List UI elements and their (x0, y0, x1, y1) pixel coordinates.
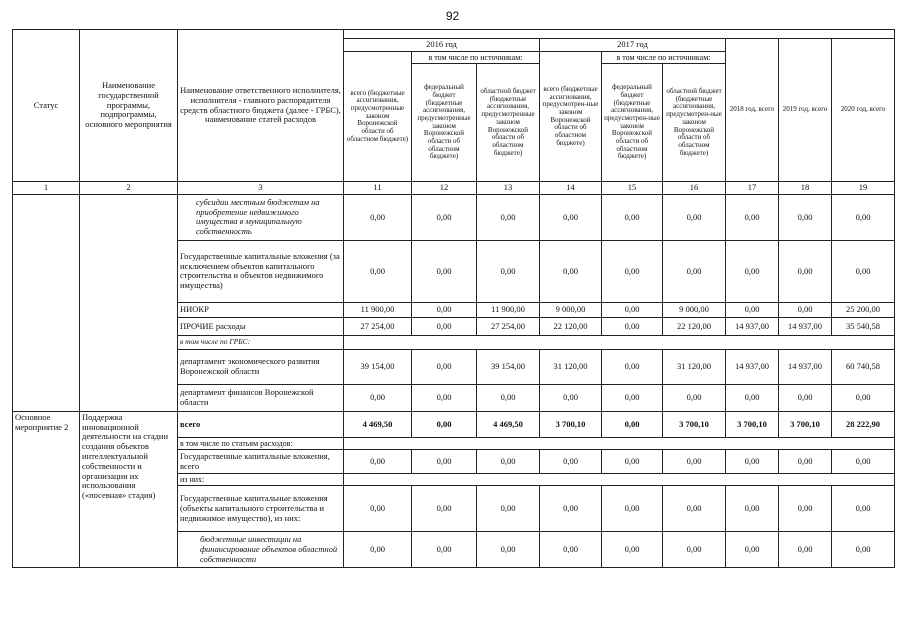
cell-value: 0,00 (726, 240, 779, 302)
program-cell-empty (80, 194, 178, 411)
cell-value: 0,00 (477, 384, 540, 411)
cell-value: 0,00 (779, 384, 832, 411)
cell-value: 4 469,50 (477, 411, 540, 437)
cell-value: 0,00 (540, 532, 602, 568)
cell-value: 3 700,10 (663, 411, 726, 437)
cell-value: 0,00 (412, 302, 477, 317)
cell-value: 0,00 (832, 384, 895, 411)
row-label: всего (178, 411, 344, 437)
cell-value: 0,00 (412, 349, 477, 384)
col-num: 3 (178, 182, 344, 195)
header-2020: 2020 год, всего (832, 39, 895, 182)
cell-value: 0,00 (832, 532, 895, 568)
cell-value: 9 000,00 (663, 302, 726, 317)
cell-value: 0,00 (477, 194, 540, 240)
empty-cells (344, 474, 895, 486)
cell-value: 27 254,00 (344, 317, 412, 335)
col-num: 19 (832, 182, 895, 195)
column-numbers-row (13, 182, 895, 195)
cell-value: 0,00 (412, 240, 477, 302)
cell-value: 0,00 (344, 194, 412, 240)
header-program: Наименование государственной программы, подпрограммы, основного мероприятия (80, 30, 178, 182)
cell-value: 0,00 (602, 384, 663, 411)
cell-value: 11 900,00 (477, 302, 540, 317)
cell-value: 0,00 (477, 486, 540, 532)
cell-value: 0,00 (779, 486, 832, 532)
cell-value: 0,00 (602, 194, 663, 240)
cell-value: 0,00 (726, 450, 779, 474)
col-num: 17 (726, 182, 779, 195)
event-status: Основное мероприятие 2 (13, 411, 80, 567)
cell-value: 31 120,00 (540, 349, 602, 384)
header-total-2016: всего (бюджетные ассигнования, предусмотренные законом Воронежской области об областном бюджете) (344, 52, 412, 182)
cell-value: 3 700,10 (540, 411, 602, 437)
cell-value: 0,00 (663, 450, 726, 474)
cell-value: 0,00 (602, 349, 663, 384)
cell-value: 0,00 (412, 532, 477, 568)
cell-value: 22 120,00 (540, 317, 602, 335)
col-num: 15 (602, 182, 663, 195)
cell-value: 0,00 (602, 532, 663, 568)
col-num: 13 (477, 182, 540, 195)
cell-value: 3 700,10 (779, 411, 832, 437)
table-row (13, 411, 895, 437)
cell-value: 0,00 (540, 384, 602, 411)
cell-value: 31 120,00 (663, 349, 726, 384)
cell-value: 0,00 (477, 450, 540, 474)
header-year-2016: 2016 год (344, 39, 540, 52)
col-num: 18 (779, 182, 832, 195)
cell-value: 39 154,00 (477, 349, 540, 384)
status-cell-empty (13, 194, 80, 411)
header-year-2017: 2017 год (540, 39, 726, 52)
col-num: 12 (412, 182, 477, 195)
cell-value: 3 700,10 (726, 411, 779, 437)
cell-value: 0,00 (477, 240, 540, 302)
header-federal-2016: федеральный бюджет (бюджетные ассигнования, предусмотренные законом Воронежской области об областном бюджете) (412, 64, 477, 182)
cell-value: 14 937,00 (779, 317, 832, 335)
cell-value: 0,00 (726, 532, 779, 568)
header-2018: 2018 год, всего (726, 39, 779, 182)
cell-value: 60 740,58 (832, 349, 895, 384)
cell-value: 0,00 (412, 194, 477, 240)
col-num: 11 (344, 182, 412, 195)
cell-value: 0,00 (540, 450, 602, 474)
empty-cells (344, 335, 895, 349)
cell-value: 0,00 (602, 450, 663, 474)
cell-value: 4 469,50 (344, 411, 412, 437)
header-2019: 2019 год, всего (779, 39, 832, 182)
cell-value: 0,00 (779, 532, 832, 568)
cell-value: 28 222,90 (832, 411, 895, 437)
cell-value: 0,00 (477, 532, 540, 568)
header-blank-cell (344, 30, 895, 39)
cell-value: 22 120,00 (663, 317, 726, 335)
row-label: в том числе по статьям расходов: (178, 437, 344, 449)
cell-value: 0,00 (344, 532, 412, 568)
page-number: 92 (445, 9, 460, 23)
cell-value: 39 154,00 (344, 349, 412, 384)
cell-value: 0,00 (663, 532, 726, 568)
cell-value: 0,00 (412, 317, 477, 335)
header-regional-2016: областной бюджет (бюджетные ассигнования, предусмотренные законом Воронежской области об областном бюджете) (477, 64, 540, 182)
cell-value: 0,00 (832, 450, 895, 474)
row-label: Государственные капитальные вложения (объекты капитального строительства и недвижимое имущество), из них: (178, 486, 344, 532)
cell-value: 0,00 (832, 194, 895, 240)
header-row-blank (13, 30, 895, 39)
row-label: бюджетные инвестиции на финансирование объектов областной собственности (178, 532, 344, 568)
cell-value: 0,00 (540, 240, 602, 302)
cell-value: 0,00 (779, 450, 832, 474)
cell-value: 0,00 (412, 486, 477, 532)
col-num: 14 (540, 182, 602, 195)
budget-table (12, 29, 895, 568)
header-incl-sources-2017: в том числе по источникам: (602, 52, 726, 64)
header-total-2017: всего (бюджетные ассигнования, предусмотрен-ные законом Воронежской области об областном бюджете) (540, 52, 602, 182)
col-num: 1 (13, 182, 80, 195)
cell-value: 0,00 (663, 486, 726, 532)
cell-value: 27 254,00 (477, 317, 540, 335)
cell-value: 0,00 (344, 384, 412, 411)
cell-value: 9 000,00 (540, 302, 602, 317)
cell-value: 0,00 (540, 194, 602, 240)
cell-value: 0,00 (726, 302, 779, 317)
row-label: в том числе по ГРБС: (178, 335, 344, 349)
row-label: субсидии местным бюджетам на приобретение недвижимого имущества в муниципальную собственность (178, 194, 344, 240)
cell-value: 0,00 (602, 411, 663, 437)
cell-value: 0,00 (832, 486, 895, 532)
cell-value: 0,00 (602, 317, 663, 335)
cell-value: 0,00 (344, 450, 412, 474)
cell-value: 0,00 (726, 486, 779, 532)
row-label: НИОКР (178, 302, 344, 317)
cell-value: 25 200,00 (832, 302, 895, 317)
cell-value: 14 937,00 (779, 349, 832, 384)
row-label: из них: (178, 474, 344, 486)
cell-value: 0,00 (663, 194, 726, 240)
col-num: 16 (663, 182, 726, 195)
cell-value: 0,00 (779, 194, 832, 240)
header-federal-2017: федеральный бюджет (бюджетные ассигнования, предусмотрен-ные законом Воронежской области об областном бюджете) (602, 64, 663, 182)
row-label: департамент экономического развития Воронежской области (178, 349, 344, 384)
event-name: Поддержка инновационной деятельности на стадии создания объектов интеллектуальной собственности и организации их использования («посевная» стадия) (80, 411, 178, 567)
row-label: Государственные капитальные вложения, всего (178, 450, 344, 474)
cell-value: 0,00 (344, 486, 412, 532)
cell-value: 0,00 (602, 302, 663, 317)
row-label: Государственные капитальные вложения (за исключением объектов капитального строительства и объектов недвижимого имущества) (178, 240, 344, 302)
cell-value: 0,00 (832, 240, 895, 302)
cell-value: 14 937,00 (726, 317, 779, 335)
header-status: Статус (13, 30, 80, 182)
cell-value: 11 900,00 (344, 302, 412, 317)
cell-value: 14 937,00 (726, 349, 779, 384)
cell-value: 35 540,58 (832, 317, 895, 335)
cell-value: 0,00 (602, 486, 663, 532)
cell-value: 0,00 (412, 450, 477, 474)
table-row (13, 194, 895, 240)
cell-value: 0,00 (412, 411, 477, 437)
cell-value: 0,00 (663, 240, 726, 302)
cell-value: 0,00 (540, 486, 602, 532)
empty-cells (344, 437, 895, 449)
header-incl-sources-2016: в том числе по источникам: (412, 52, 540, 64)
cell-value: 0,00 (602, 240, 663, 302)
row-label: департамент финансов Воронежской области (178, 384, 344, 411)
cell-value: 0,00 (779, 302, 832, 317)
col-num: 2 (80, 182, 178, 195)
row-label: ПРОЧИЕ расходы (178, 317, 344, 335)
header-executor: Наименование ответственного исполнителя, исполнителя - главного распорядителя средств областного бюджета (далее - ГРБС), наименование статей расходов (178, 30, 344, 182)
cell-value: 0,00 (344, 240, 412, 302)
cell-value: 0,00 (412, 384, 477, 411)
cell-value: 0,00 (779, 240, 832, 302)
cell-value: 0,00 (726, 194, 779, 240)
cell-value: 0,00 (663, 384, 726, 411)
cell-value: 0,00 (726, 384, 779, 411)
header-regional-2017: областной бюджет (бюджетные ассигнования, предусмотрен-ные законом Воронежской области об областном бюджете) (663, 64, 726, 182)
